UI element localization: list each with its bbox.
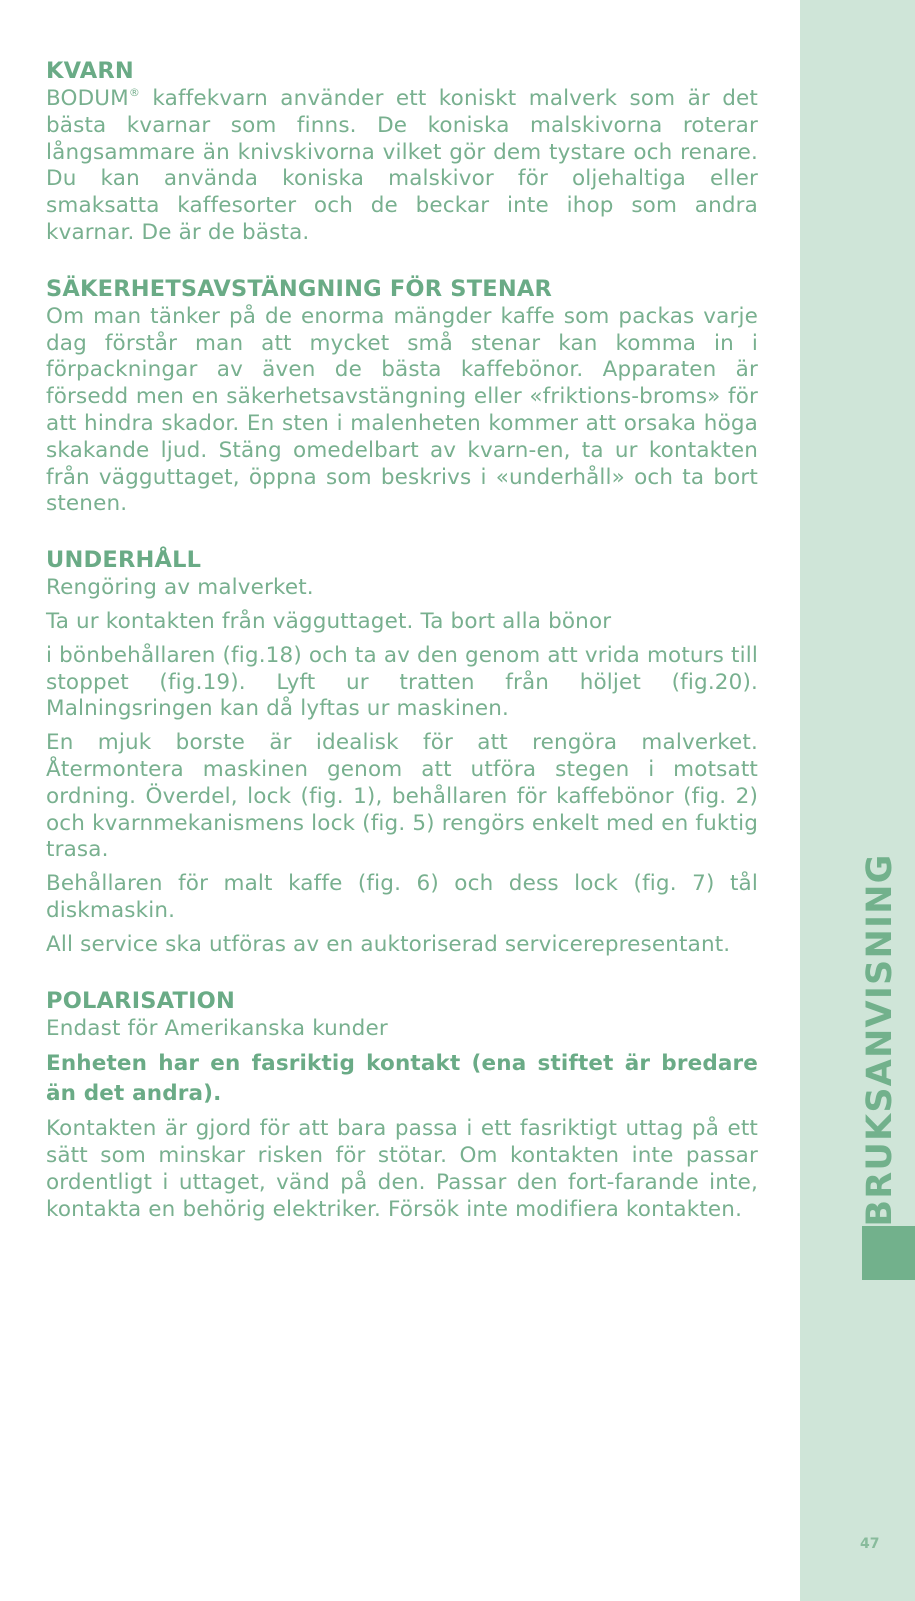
- maintenance-paragraph: Ta ur kontakten från vägguttaget. Ta bort alla bönor: [46, 608, 612, 634]
- brand-name: BODUM: [46, 86, 129, 111]
- section-kvarn: [46, 56, 758, 247]
- maintenance-paragraph: Rengöring av malverket.: [46, 575, 314, 601]
- section-sakerhetsavstangning: [46, 274, 758, 518]
- maintenance-paragraph: All service ska utföras av en auktoriserad servicerepresentant.: [46, 931, 731, 957]
- section-polarisation: [46, 986, 758, 1224]
- side-panel: [800, 0, 915, 1601]
- polarisation-paragraph: Kontakten är gjord för att bara passa i ett fasriktigt uttag på ett sätt som minskar risken för stötar. Om kontakten inte passar ordentligt i uttaget, vänd på den. Passar den fort-farande inte, kontakta en behörig elektriker. Försök inte modifiera kontakten.: [46, 1116, 758, 1222]
- section-heading-sakerhetsavstangning: SÄKERHETSAVSTÄNGNING FÖR STENAR: [46, 275, 553, 302]
- sidebar-title: BRUKSANVISNING: [860, 853, 900, 1227]
- polarisation-warning: Enheten har en fasriktig kontakt (ena stiftet är bredare än det andra).: [46, 1051, 758, 1107]
- section-heading-polarisation: POLARISATION: [46, 987, 236, 1014]
- section-underhall: [46, 545, 758, 958]
- maintenance-paragraph: i bönbehållaren (fig.18) och ta av den genom att vrida moturs till stoppet (fig.19). Lyft ur tratten från höljet (fig.20). Malningsringen kan då lyftas ur maskinen.: [46, 642, 758, 722]
- section-tab-marker: [862, 1226, 915, 1280]
- section-heading-underhall: UNDERHÅLL: [46, 547, 202, 574]
- polarisation-intro: Endast för Amerikanska kunder: [46, 1015, 388, 1041]
- section-heading-kvarn: KVARN: [46, 58, 134, 84]
- kvarn-paragraph: [46, 86, 758, 247]
- page-number: 47: [860, 1536, 880, 1552]
- kvarn-text: kaffekvarn använder ett koniskt malverk som är det bästa kvarnar som finns. De koniska malskivorna roterar långsammare än knivskivorna vilket gör dem tystare och renare. Du kan använda koniska malskivor för oljehaltiga eller smaksatta kaffesorter och de beckar inte ihop som andra kvarnar. De är de bästa.: [46, 86, 758, 245]
- manual-page-content: [46, 56, 758, 1251]
- registered-mark: ®: [128, 85, 141, 99]
- maintenance-paragraph: En mjuk borste är idealisk för att rengöra malverket. Återmontera maskinen genom att utföra stegen i motsatt ordning. Överdel, lock (fig. 1), behållaren för kaffebönor (fig. 2) och kvarnmekanismens lock (fig. 5) rengörs enkelt med en fuktig trasa.: [46, 730, 758, 863]
- maintenance-paragraph: Behållaren för malt kaffe (fig. 6) och dess lock (fig. 7) tål diskmaskin.: [46, 871, 758, 923]
- stone-safety-paragraph: Om man tänker på de enorma mängder kaffe som packas varje dag förstår man att mycket små stenar kan komma in i förpackningar av även de bästa kaffebönor. Apparaten är försedd men en säkerhetsavstängning eller «friktions-broms» för att hindra skador. En sten i malenheten kommer att orsaka höga skakande ljud. Stäng omedelbart av kvarn-en, ta ur kontakten från vägguttaget, öppna som beskrivs i «underhåll» och ta bort stenen.: [46, 303, 758, 517]
